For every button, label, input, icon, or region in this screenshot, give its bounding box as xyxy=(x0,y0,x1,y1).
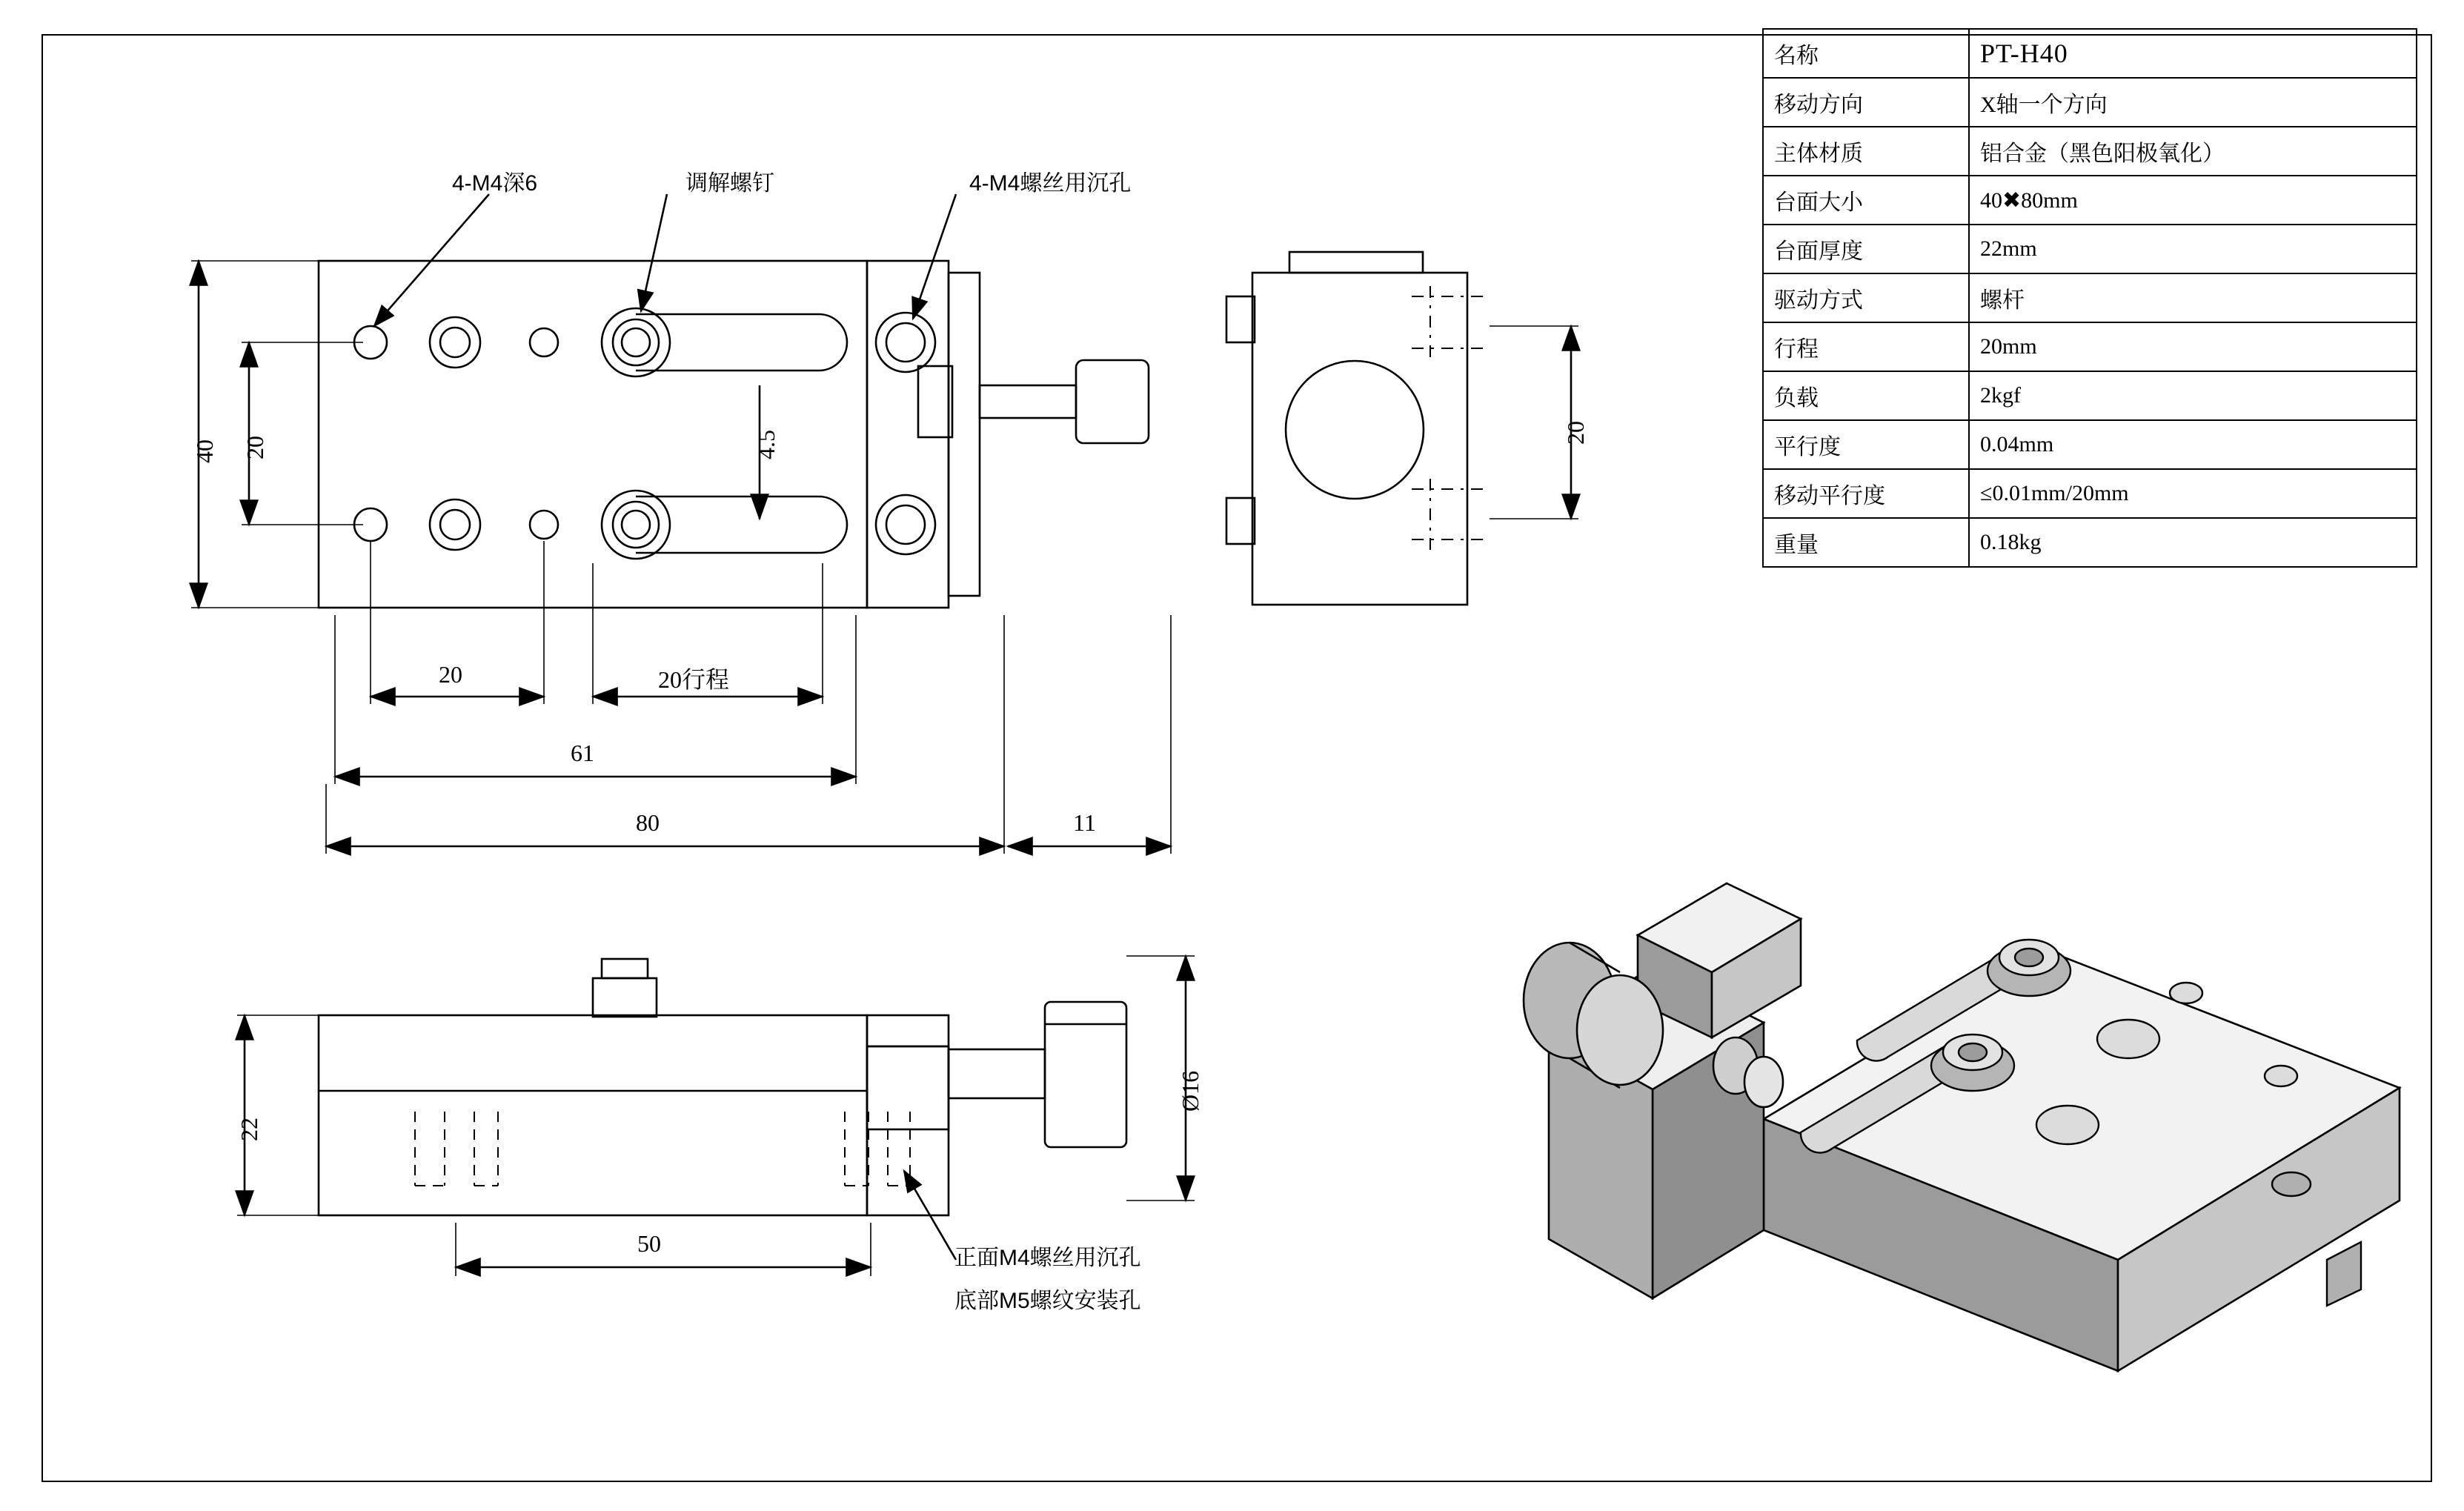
spec-key: 移动平行度 xyxy=(1763,469,1969,518)
dim-40: 40 xyxy=(191,439,218,463)
dim-4-5: 4.5 xyxy=(753,430,780,459)
spec-key: 移动方向 xyxy=(1763,78,1969,127)
spec-value: 22mm xyxy=(1969,225,2417,273)
spec-value: 2kgf xyxy=(1969,371,2417,420)
dim-22: 22 xyxy=(236,1118,262,1141)
dim-50: 50 xyxy=(637,1230,661,1257)
spec-key: 行程 xyxy=(1763,322,1969,371)
spec-key: 驱动方式 xyxy=(1763,273,1969,322)
note-bottom-m5: 底部M5螺纹安装孔 xyxy=(954,1289,1141,1313)
note-front-counterbore: 正面M4螺丝用沉孔 xyxy=(954,1246,1141,1270)
spec-key: 重量 xyxy=(1763,518,1969,567)
callout-counterbore: 4-M4螺丝用沉孔 xyxy=(969,171,1132,196)
dim-11: 11 xyxy=(1073,809,1096,836)
dim-diameter-16: Ø16 xyxy=(1177,1070,1203,1112)
spec-key: 台面厚度 xyxy=(1763,225,1969,273)
spec-key: 台面大小 xyxy=(1763,176,1969,225)
spec-value: 40✖80mm xyxy=(1969,176,2417,225)
spec-value: 螺杆 xyxy=(1969,273,2417,322)
dim-61: 61 xyxy=(571,740,594,766)
spec-value: 0.04mm xyxy=(1969,420,2417,469)
spec-key: 平行度 xyxy=(1763,420,1969,469)
callout-adjust-screw: 调解螺钉 xyxy=(685,171,774,196)
dim-20-vertical: 20 xyxy=(242,436,268,459)
dim-20-travel: 20行程 xyxy=(658,666,730,693)
spec-key: 主体材质 xyxy=(1763,127,1969,176)
dim-20-left: 20 xyxy=(439,661,462,688)
spec-value: 铝合金（黑色阳极氧化） xyxy=(1969,127,2417,176)
spec-value: ≤0.01mm/20mm xyxy=(1969,469,2417,518)
spec-value: 0.18kg xyxy=(1969,518,2417,567)
spec-value: PT-H40 xyxy=(1969,29,2417,78)
dim-80: 80 xyxy=(636,809,660,836)
callout-4m4-deep6: 4-M4深6 xyxy=(452,171,538,196)
spec-value: X轴一个方向 xyxy=(1969,78,2417,127)
spec-key: 名称 xyxy=(1763,29,1969,78)
dim-side-20: 20 xyxy=(1562,421,1589,445)
spec-key: 负载 xyxy=(1763,371,1969,420)
spec-value: 20mm xyxy=(1969,322,2417,371)
